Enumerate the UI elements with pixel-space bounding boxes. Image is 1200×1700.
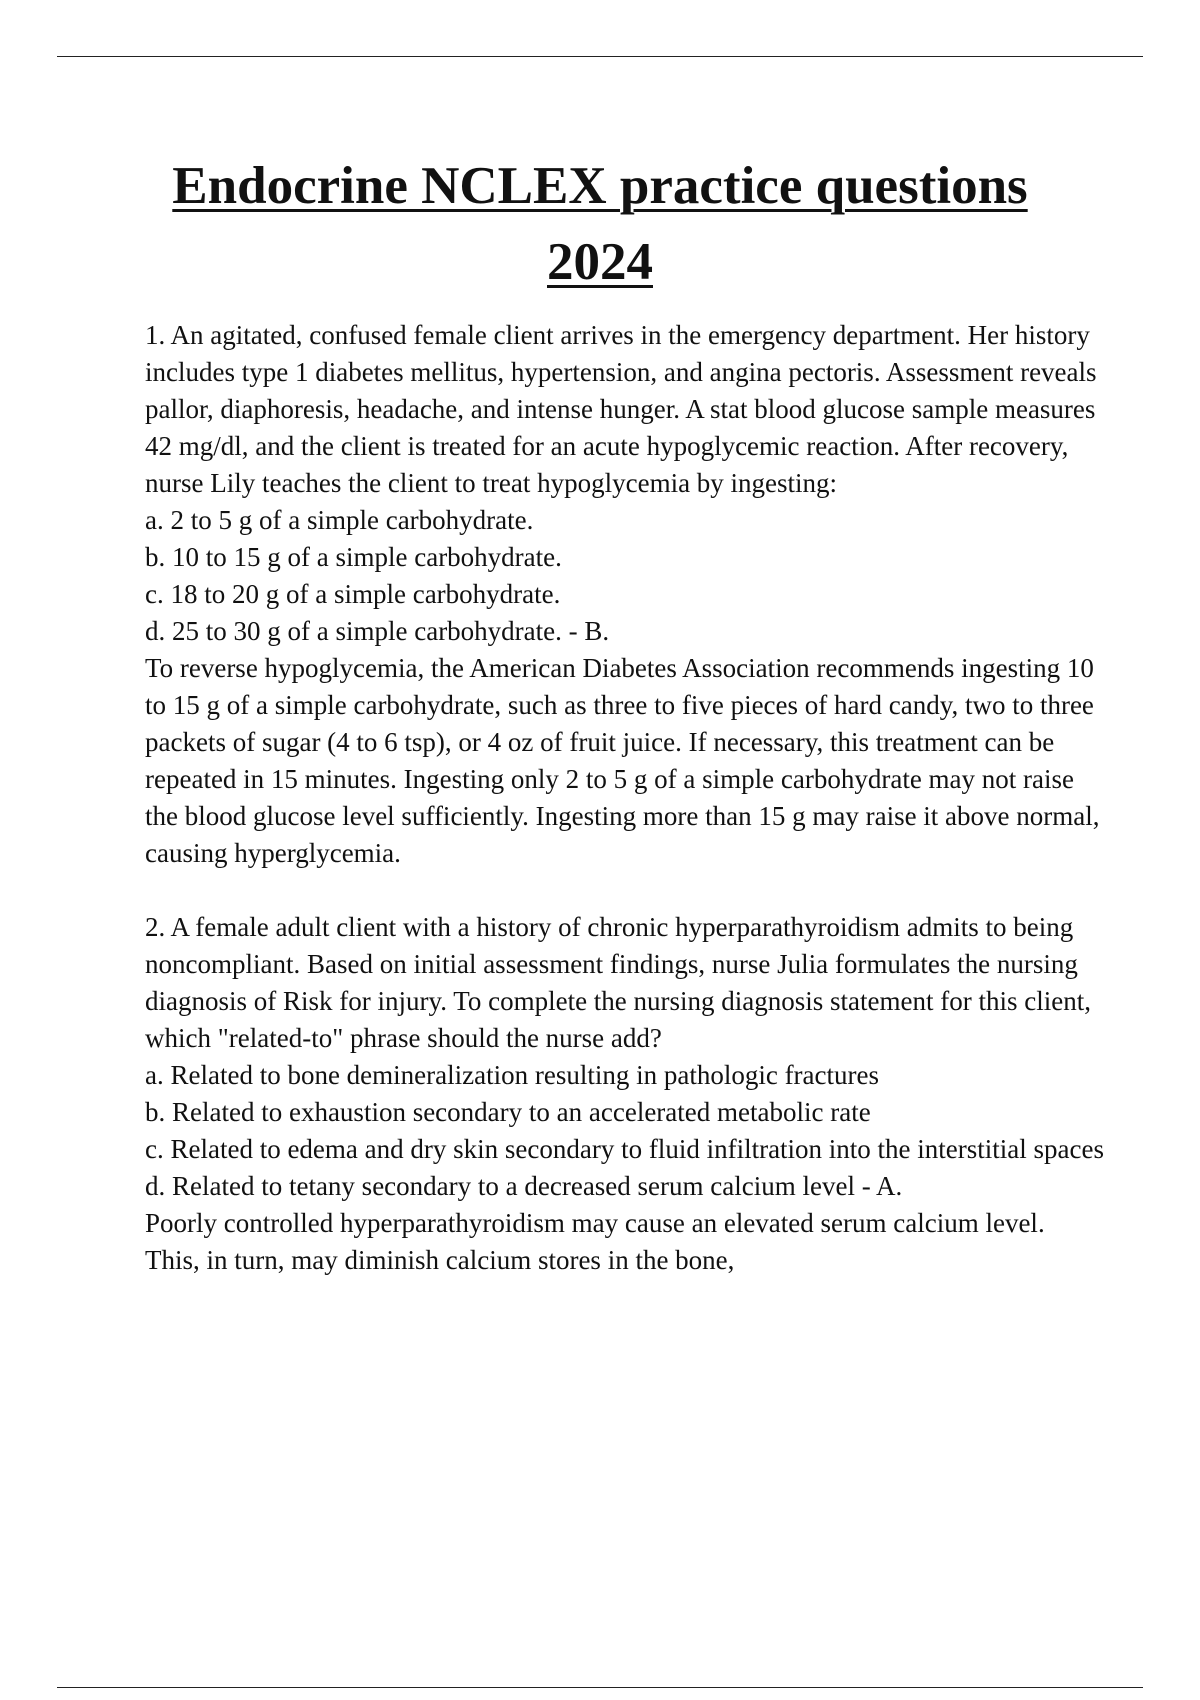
question-2-option-d: d. Related to tetany secondary to a decreased serum calcium level - A. — [145, 1171, 903, 1201]
question-1-option-b: b. 10 to 15 g of a simple carbohydrate. — [145, 542, 562, 572]
bottom-rule — [57, 1687, 1143, 1688]
question-2-stem: 2. A female adult client with a history of chronic hyperparathyroidism admits to being noncompliant. Based on initial assessment findings, nurse Julia formulates the nursing diagnosis of Risk for injury. To complete the nursing diagnosis statement for this client, which "related-to" phrase should the nurse add? — [145, 912, 1091, 1053]
question-2-option-c: c. Related to edema and dry skin secondary to fluid infiltration into the interstitial spaces — [145, 1134, 1104, 1164]
question-1 — [145, 317, 1105, 872]
question-1-option-a: a. 2 to 5 g of a simple carbohydrate. — [145, 505, 534, 535]
top-rule — [57, 56, 1143, 57]
question-2-option-a: a. Related to bone demineralization resulting in pathologic fractures — [145, 1060, 879, 1090]
question-1-option-c: c. 18 to 20 g of a simple carbohydrate. — [145, 579, 561, 609]
question-2-option-b: b. Related to exhaustion secondary to an accelerated metabolic rate — [145, 1097, 871, 1127]
question-1-stem: 1. An agitated, confused female client arrives in the emergency department. Her history includes type 1 diabetes mellitus, hypertension, and angina pectoris. Assessment reveals pallor, diaphoresis, headache, and intense hunger. A stat blood glucose sample measures 42 mg/dl, and the client is treated for an acute hypoglycemic reaction. After recovery, nurse Lily teaches the client to treat hypoglycemia by ingesting: — [145, 320, 1097, 498]
question-2-rationale: Poorly controlled hyperparathyroidism may cause an elevated serum calcium level. This, in turn, may diminish calcium stores in the bone, — [145, 1208, 1045, 1275]
paragraph-gap — [145, 872, 1105, 909]
title-line-1: Endocrine NCLEX practice questions — [172, 157, 1028, 215]
question-1-rationale: To reverse hypoglycemia, the American Diabetes Association recommends ingesting 10 to 15 g of a simple carbohydrate, such as three to five pieces of hard candy, two to three packets of sugar (4 to 6 tsp), or 4 oz of fruit juice. If necessary, this treatment can be repeated in 15 minutes. Ingesting only 2 to 5 g of a simple carbohydrate may not raise the blood glucose level sufficiently. Ingesting more than 15 g may raise it above normal, causing hyperglycemia. — [145, 653, 1100, 868]
question-1-option-d: d. 25 to 30 g of a simple carbohydrate. - B. — [145, 616, 610, 646]
document-body — [145, 317, 1105, 1279]
question-2 — [145, 909, 1105, 1279]
title-line-2: 2024 — [547, 233, 653, 291]
page-title — [57, 148, 1143, 300]
